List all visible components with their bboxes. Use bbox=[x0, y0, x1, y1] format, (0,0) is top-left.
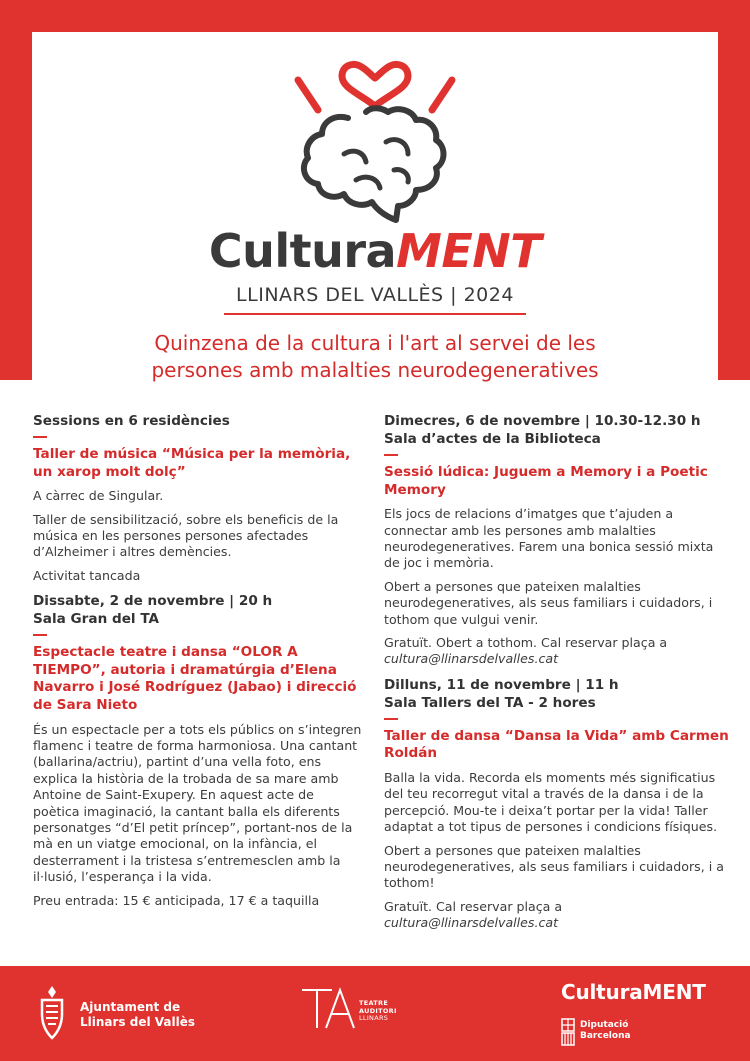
session-text: Obert a persones que pateixen malalties neurodegeneratives, als seus familiars i cuidadors, i tothom que vulgui venir. bbox=[384, 578, 713, 627]
brand-title bbox=[0, 224, 750, 278]
session-date: Dissabte, 2 de novembre | 20 h bbox=[33, 593, 273, 610]
ajuntament-line1: Ajuntament de bbox=[80, 1000, 181, 1014]
session-text: Activitat tancada bbox=[33, 567, 141, 583]
session-olor-a-tiempo bbox=[33, 592, 363, 909]
ta-line1: TEATRE bbox=[359, 999, 389, 1007]
ajuntament-crest-icon bbox=[32, 984, 72, 1040]
tagline-line1: Quinzena de la cultura i l'art al servei de les bbox=[154, 331, 596, 355]
section-dash bbox=[33, 634, 47, 636]
diputacio-line1: Diputació bbox=[580, 1020, 629, 1030]
ta-label bbox=[359, 1000, 397, 1023]
session-title: Espectacle teatre i dansa “OLOR A TIEMPO”, autoria i dramatúrgia d’Elena Navarro i José Rodríguez (Jabao) i direcció de Sara Nieto bbox=[33, 644, 357, 713]
tagline bbox=[60, 330, 690, 384]
session-memory bbox=[384, 412, 729, 668]
diputacio-name bbox=[580, 1020, 631, 1041]
brand-part1: Cultura bbox=[208, 224, 397, 278]
footer bbox=[0, 966, 750, 1061]
session-text: Balla la vida. Recorda els moments més significatius del teu recorregut vital a través de la dansa i de la percepció. Mou-te i deixa’t portar per la vida! Taller adaptat a tot tipus de persones i condicions físiques. bbox=[384, 770, 718, 835]
session-venue: Sala d’actes de la Biblioteca bbox=[384, 431, 601, 447]
session-title: Sessió lúdica: Juguem a Memory i a Poetic Memory bbox=[384, 464, 708, 498]
session-date: Dimecres, 6 de novembre | 10.30-12.30 h bbox=[384, 413, 701, 429]
booking-text: Gratuït. Cal reservar plaça a bbox=[384, 898, 563, 914]
ta-line3: LLINARS bbox=[359, 1014, 389, 1022]
ta-line2: AUDITORI bbox=[359, 1006, 397, 1015]
session-venue: Sala Tallers del TA - 2 hores bbox=[384, 694, 596, 711]
session-booking bbox=[384, 899, 729, 932]
session-text: Els jocs de relacions d’imatges que t’ajuden a connectar amb les persones amb malalties neurodegeneratives. Farem una bonica sessió mixta de joc i memòria. bbox=[384, 506, 714, 571]
session-text: Obert a persones que pateixen malalties neurodegeneratives, als seus familiars i cuidadors, i a tothom! bbox=[384, 842, 724, 891]
brand-part2: MENT bbox=[396, 224, 542, 278]
right-column bbox=[384, 412, 729, 939]
place-divider bbox=[224, 313, 526, 315]
session-price: Preu entrada: 15 € anticipada, 17 € a taquilla bbox=[33, 892, 320, 908]
booking-email-link[interactable]: cultura@llinarsdelvalles.cat bbox=[384, 915, 559, 931]
booking-email-link[interactable]: cultura@llinarsdelvalles.cat bbox=[384, 651, 559, 667]
session-text: A càrrec de Singular. bbox=[33, 488, 164, 504]
session-dansa-la-vida bbox=[384, 676, 729, 932]
place-year: LLINARS DEL VALLÈS | 2024 bbox=[236, 284, 514, 306]
ajuntament-line2: Llinars del Vallès bbox=[80, 1015, 196, 1029]
session-residencies bbox=[33, 412, 363, 584]
ajuntament-name bbox=[80, 1000, 195, 1030]
section-dash bbox=[384, 718, 398, 720]
session-booking bbox=[384, 635, 729, 668]
booking-text: Gratuït. Obert a tothom. Cal reservar plaça a bbox=[384, 635, 668, 651]
section-dash bbox=[384, 454, 398, 456]
diputacio-line2: Barcelona bbox=[580, 1030, 631, 1041]
section-dash bbox=[33, 436, 47, 438]
footer-culturament: CulturaMENT bbox=[561, 980, 706, 1004]
session-header: Sessions en 6 residències bbox=[33, 413, 230, 429]
session-text: És un espectacle per a tots els públics on s’integren flamenc i teatre de forma harmoniosa. Una cantant (ballarina/actriu), partint d’una vella foto, ens explica la història de la trobada de sa mare amb Antoine de Saint-Exupery. En aquest acte de poètica imaginació, la cantant balla els diferents personatges “d’El petit príncep”, portant-nos de la mà en un viatge emocional, on la infància, el desterrament i la tristesa s’entremesclen amb la il·lusió, l’esperança i la vida. bbox=[33, 721, 362, 885]
diputacio-crest-icon bbox=[561, 1018, 575, 1046]
brain-heart-logo-icon bbox=[290, 58, 460, 228]
session-venue: Sala Gran del TA bbox=[33, 611, 160, 628]
session-title: Taller de música “Música per la memòria, un xarop molt dolç” bbox=[33, 446, 351, 480]
session-text: Taller de sensibilització, sobre els beneficis de la música en les persones persones afectades d’Alzheimer i altres demències. bbox=[33, 511, 339, 560]
left-column bbox=[33, 412, 363, 916]
session-date: Dilluns, 11 de novembre | 11 h bbox=[384, 676, 619, 693]
tagline-line2: persones amb malalties neurodegeneratives bbox=[151, 358, 599, 382]
session-title: Taller de dansa “Dansa la Vida” amb Carmen Roldán bbox=[384, 727, 729, 762]
